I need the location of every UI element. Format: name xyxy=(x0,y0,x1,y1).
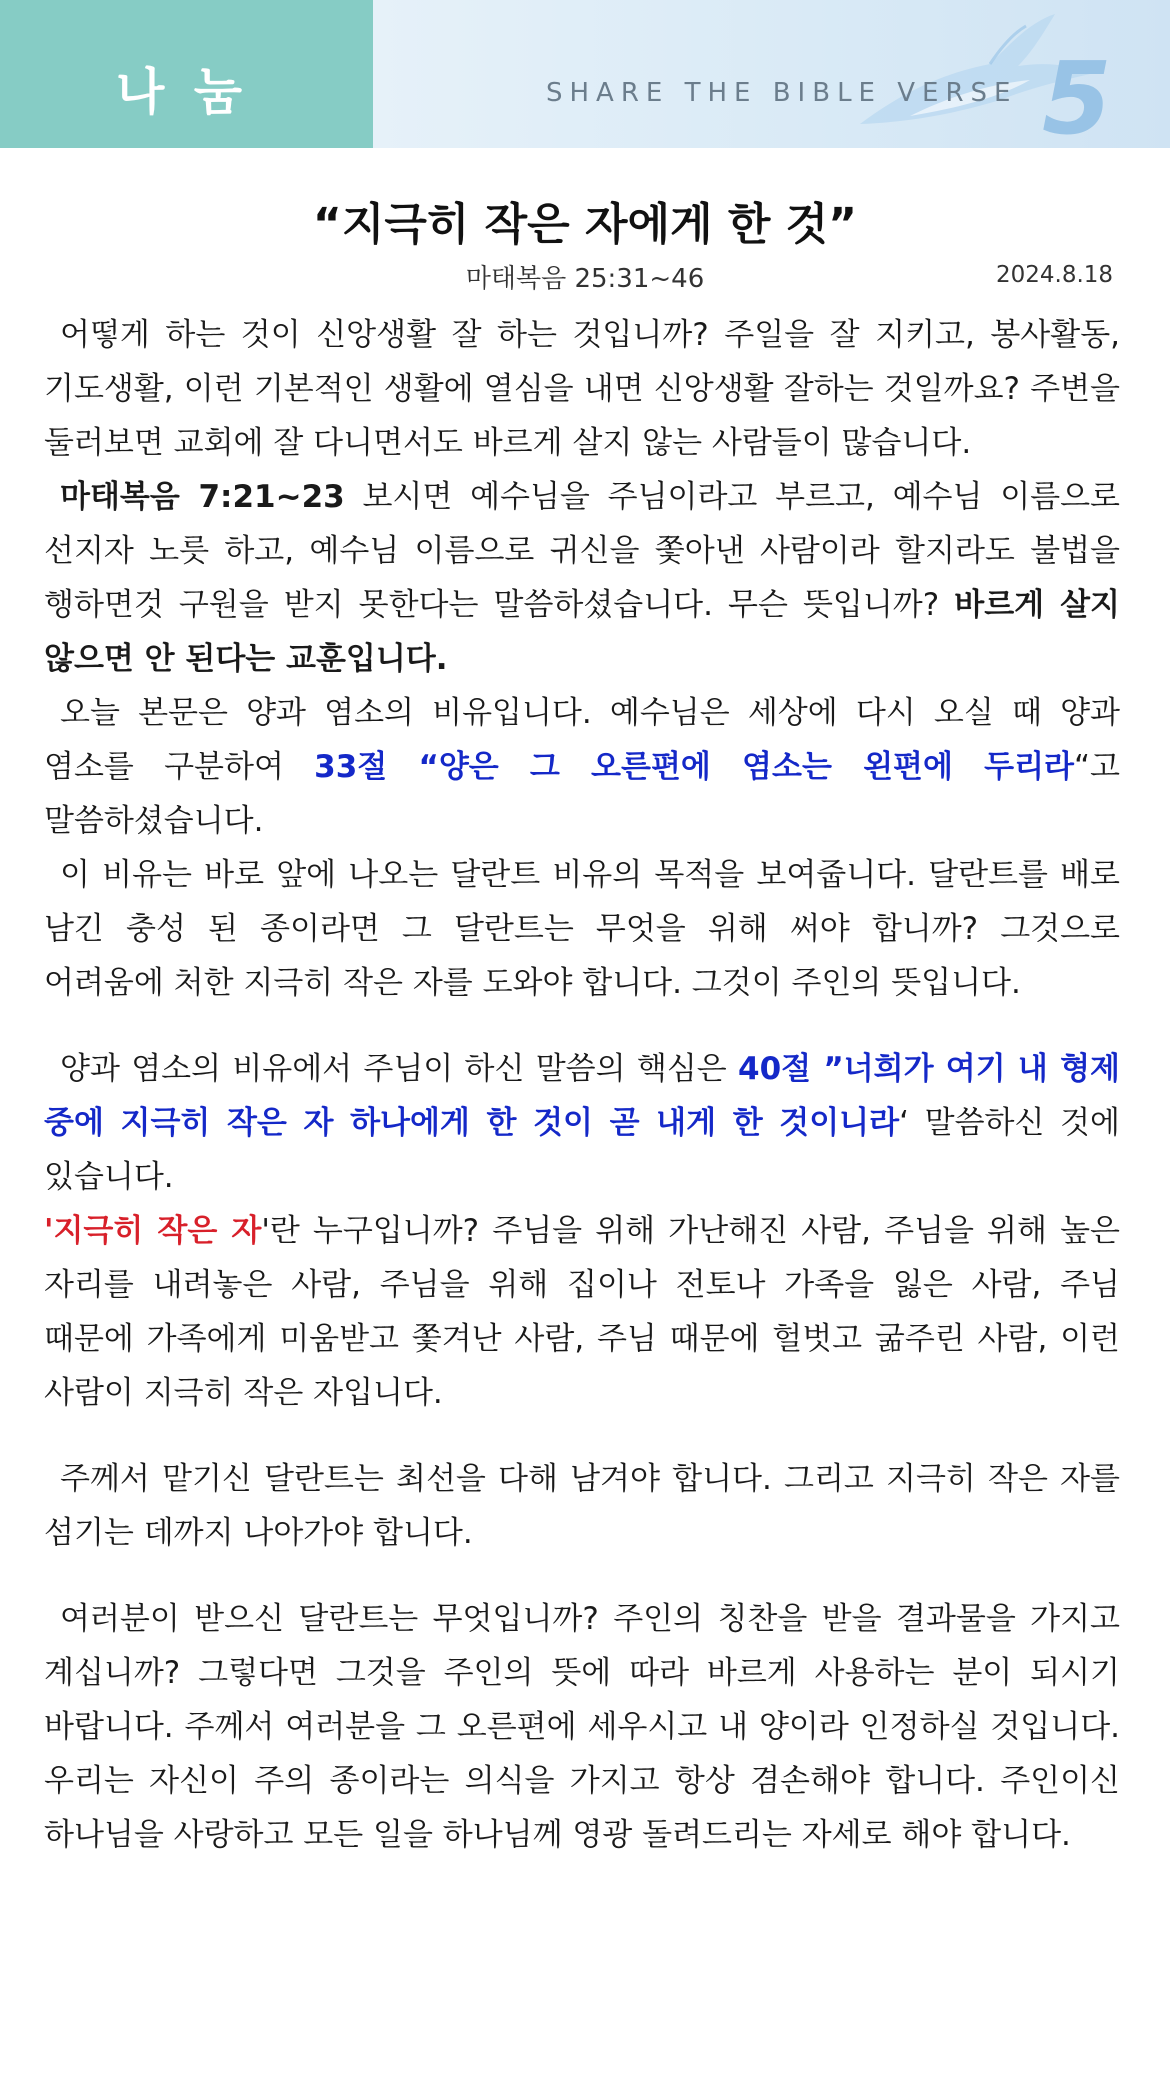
paragraph-gap xyxy=(44,1420,1120,1452)
paragraph-5-text: 양과 염소의 비유에서 주님이 하신 말씀의 핵심은 xyxy=(60,1051,739,1087)
paragraph-5-end: ‘ 말씀하신 것에 있습니다. xyxy=(44,1105,1120,1195)
paragraph-7: 주께서 맡기신 달란트는 최선을 다해 남겨야 합니다. 그리고 지극히 작은 자를 섬기는 데까지 나아가야 합니다. xyxy=(44,1461,1120,1551)
title-block xyxy=(0,148,1170,308)
paragraph-5 xyxy=(44,1042,1120,1204)
paragraph-3-end: “고 말씀하셨습니다. xyxy=(44,749,1120,839)
sermon-body xyxy=(0,308,1170,1862)
paragraph-gap xyxy=(44,1010,1120,1042)
category-label: 나 눔 xyxy=(116,63,249,121)
header-banner xyxy=(0,0,1170,148)
paragraph-gap xyxy=(44,1560,1120,1592)
category-tab xyxy=(0,0,373,148)
paragraph-6 xyxy=(44,1204,1120,1420)
sermon-date: 2024.8.18 xyxy=(996,262,1114,288)
scripture-reference: 마태복음 25:31~46 xyxy=(465,264,705,294)
sermon-title: “지극히 작은 자에게 한 것” xyxy=(312,199,858,250)
lesson-highlight: 바르게 살지 않으면 안 된다는 교훈입니다. xyxy=(44,587,1120,677)
paragraph-3-text: 오늘 본문은 양과 염소의 비유입니다. 예수님은 세상에 다시 오실 때 양과 염소를 구분하여 xyxy=(44,695,1120,785)
paragraph-2 xyxy=(44,470,1120,686)
paragraph-8: 여러분이 받으신 달란트는 무엇입니까? 주인의 칭찬을 받을 결과물을 가지고 계십니까? 그렇다면 그것을 주인의 뜻에 따라 바르게 사용하는 분이 되시기 바랍니다. 주께서 여러분을 그 오른편에 세우시고 내 양이라 인정하실 것입니다. 우리는 자신이 주의 종이라는 의식을 가지고 항상 겸손해야 합니다. 주인이신 하나님을 사랑하고 모든 일을 하나님께 영광 돌려드리는 자세로 해야 합니다. xyxy=(44,1601,1120,1853)
issue-number: 5 xyxy=(1042,40,1112,148)
header-subtitle: SHARE THE BIBLE VERSE xyxy=(546,78,1018,108)
verse-33-quote: 33절 “양은 그 오른편에 염소는 왼편에 두리라 xyxy=(314,749,1074,785)
paragraph-3 xyxy=(44,686,1120,848)
least-one-highlight: '지극히 작은 자 xyxy=(44,1213,262,1249)
paragraph-2-text: 보시면 예수님을 주님이라고 부르고, 예수님 이름으로 선지자 노릇 하고, 예수님 이름으로 귀신을 쫓아낸 사람이라 할지라도 불법을 행하면것 구원을 받지 못한다는 말씀하셨습니다. 무슨 뜻입니까? xyxy=(44,479,1120,623)
bible-reference: 마태복음 7:21~23 xyxy=(60,479,345,515)
paragraph-4: 이 비유는 바로 앞에 나오는 달란트 비유의 목적을 보여줍니다. 달란트를 배로 남긴 충성 된 종이라면 그 달란트는 무엇을 위해 써야 합니까? 그것으로 어려움에 처한 지극히 작은 자를 도와야 합니다. 그것이 주인의 뜻입니다. xyxy=(44,857,1120,1001)
verse-40-quote: 40절 ”너희가 여기 내 형제 중에 지극히 작은 자 하나에게 한 것이 곧 내게 한 것이니라 xyxy=(44,1051,1120,1141)
paragraph-6-text: '란 누구입니까? 주님을 위해 가난해진 사람, 주님을 위해 높은 자리를 내려놓은 사람, 주님을 위해 집이나 전토나 가족을 잃은 사람, 주님 때문에 가족에게 미움받고 쫓겨난 사람, 주님 때문에 헐벗고 굶주린 사람, 이런 사람이 지극히 작은 자입니다. xyxy=(44,1213,1120,1411)
paragraph-1: 어떻게 하는 것이 신앙생활 잘 하는 것입니까? 주일을 잘 지키고, 봉사활동, 기도생활, 이런 기본적인 생활에 열심을 내면 신앙생활 잘하는 것일까요? 주변을 둘러보면 교회에 잘 다니면서도 바르게 살지 않는 사람들이 많습니다. xyxy=(44,317,1120,461)
